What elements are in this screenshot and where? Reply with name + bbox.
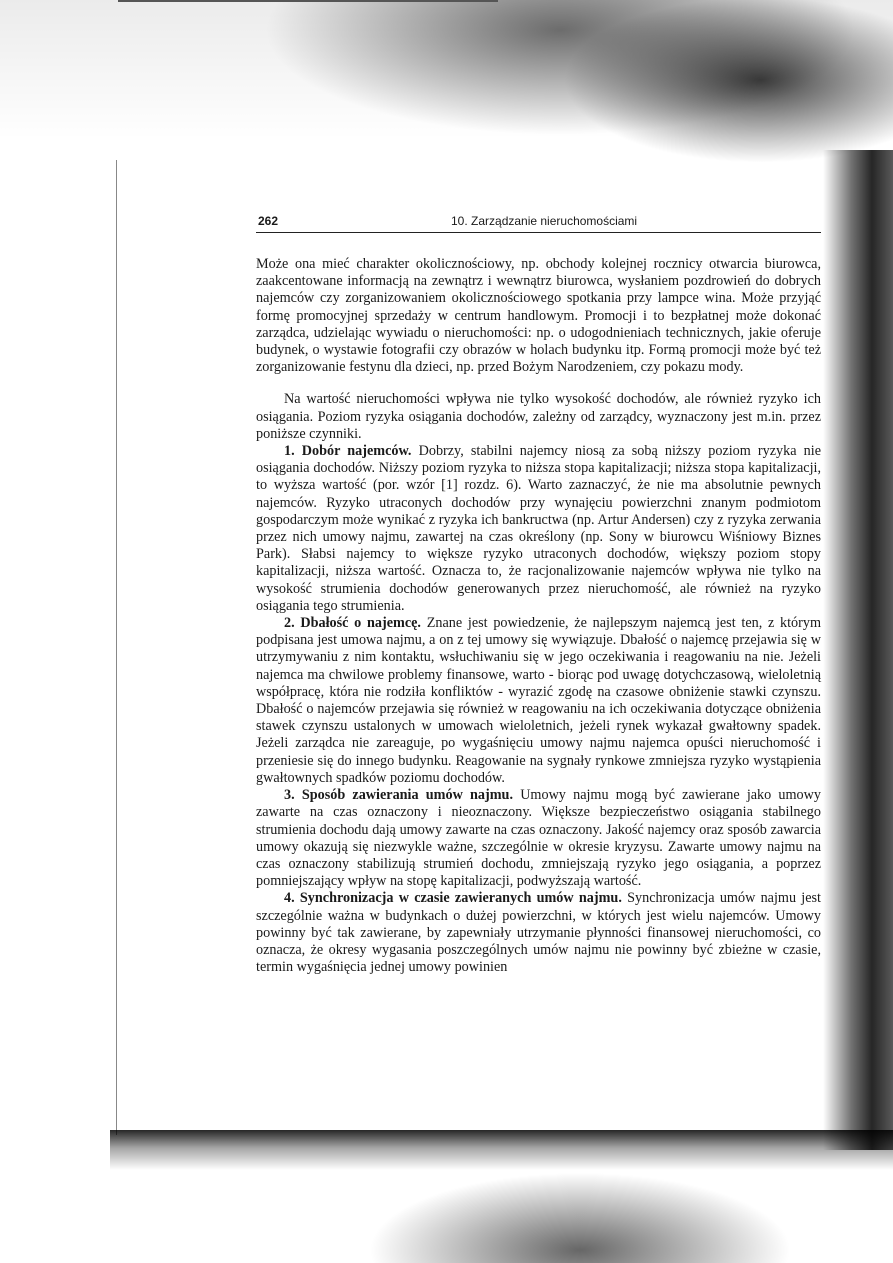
paragraph-text: Może ona mieć charakter okolicznościowy, np. obchody kolejnej rocznicy otwarcia biurowca, zaakcentowane informacją na zewnątrz i wewnątrz biurowca, wysłaniem pozdrowień do dobrych najemców czy zorganizowaniem okolicznościowego spotkania przy lampce wina. Może przyjąć formę promocyjnej sprzedaży w centrum handlowym. Promocji i to bezpłatnej może dokonać zarządca, udzielając wywiadu o nieruchomości: np. o udogodnieniach technicznych, jakie oferuje budynek, o wystawie fotografii czy obrazów w holach budynku itp. Formą promocji może być też zorganizowanie festynu dla dzieci, np. przed Bożym Narodzeniem, czy pokazu mody. [256,256,821,376]
scan-page-edge [116,160,117,1135]
paragraph-risk-intro [256,391,821,443]
paragraph-text: Umowy najmu mogą być zawierane jako umowy zawarte na czas oznaczony i nieoznaczony. Większe bezpieczeństwo osiągania stabilnego strumienia dochodu dają umowy zawarte na czas oznaczony. Jakość najemcy oraz sposób zawarcia umowy okazują się niezwykle ważne, szczególnie w okresie kryzysu. Zawarte umowy najmu na czas oznaczony stabilizują strumień dochodu, zmniejszają ryzyko jego osiągania, a poprzez pomniejszający wpływ na stopę kapitalizacji, podwyższają wartość. [256,787,821,890]
paragraph-lease-method [256,787,821,890]
scan-edge-line [118,0,498,2]
paragraph-promotion [256,256,821,376]
paragraph-tenant-selection [256,443,821,615]
paragraph-lead: 4. Synchronizacja w czasie zawieranych umów najmu. [284,890,622,907]
paragraph-tenant-care [256,615,821,787]
paragraph-lead: 1. Dobór najemców. [284,443,412,460]
running-header [256,212,821,233]
scan-shadow-top [0,0,893,175]
paragraph-text: Dobrzy, stabilni najemcy niosą za sobą niższy poziom ryzyka nie osiągania dochodów. Niższy poziom ryzyka to niższa stopa kapitalizacji; niższa stopa kapitalizacji, to wyższa wartość (por. wzór [1] rozdz. 6). Warto zaznaczyć, że nie ma absolutnie pewnych najemców. Ryzyko utraconych dochodów przy wynajęciu powierzchni znanym podmiotom gospodarczym może wynikać z ryzyka ich bankructwa (np. Artur Andersen) czy z ryzyka zerwania przez nich umowy najmu, zawartej na czas określony (np. Sony w biurowcu Wiśniowy Biznes Park). Słabsi najemcy to większe ryzyko utraconych dochodów, większy poziom stopy kapitalizacji, niższa wartość. Oznacza to, że racjonalizowanie najemców wpływa nie tylko na wysokość strumienia dochodów generowanych przez nieruchomość, ale również na ryzyko osiągania tego strumienia. [256,443,821,614]
paragraph-text: Na wartość nieruchomości wpływa nie tylko wysokość dochodów, ale również ryzyko ich osiągania. Poziom ryzyka osiągania dochodów, zależny od zarządcy, wyznaczony jest m.in. przez poniższe czynniki. [256,391,821,442]
scan-shadow-right [823,150,893,1150]
paragraph-lead: 2. Dbałość o najemcę. [284,615,421,632]
scan-shadow-bottom [110,1130,893,1263]
paragraph-text: Synchronizacja umów najmu jest szczególnie ważna w budynkach o dużej powierzchni, w których jest wielu najemców. Umowy powinny być tak zawierane, by zapewniały utrzymanie płynności finansowej nieruchomości, co oznacza, że okresy wygasania poszczególnych umów najmu nie powinny być zbieżne w czasie, termin wygaśnięcia jednej umowy powinien [256,890,821,976]
chapter-title: 10. Zarządzanie nieruchomościami [451,214,638,228]
paragraph-lease-sync [256,890,821,976]
paragraph-text: Znane jest powiedzenie, że najlepszym najemcą jest ten, z którym podpisana jest umowa najmu, a on z tej umowy się wywiązuje. Dbałość o najemcę przejawia się w utrzymywaniu z nim kontaktu, wsłuchiwaniu się w jego oczekiwania i reagowaniu na nie. Jeżeli najemca ma chwilowe problemy finansowe, warto - biorąc pod uwagę dotychczasową, wieloletnią współpracę, która nie rodziła konfliktów - wyrazić zgodę na czasowe obniżenie stawki czynszu. Dbałość o najemców przejawia się również w reagowaniu na ich oczekiwania dotyczące obniżenia stawek czynszu ustalonych w umowach wieloletnich, jeżeli rynek wykazał gwałtowny spadek. Jeżeli zarządca nie zareaguje, po wygaśnięciu umowy najmu najemca opuści nieruchomość i przeniesie się do innego budynku. Reagowanie na sygnały rynkowe zmniejsza ryzyko wystąpienia gwałtownych spadków poziomu dochodów. [256,615,821,786]
paragraph-lead: 3. Sposób zawierania umów najmu. [284,787,513,804]
page-body [256,256,821,976]
page-number: 262 [258,214,279,228]
